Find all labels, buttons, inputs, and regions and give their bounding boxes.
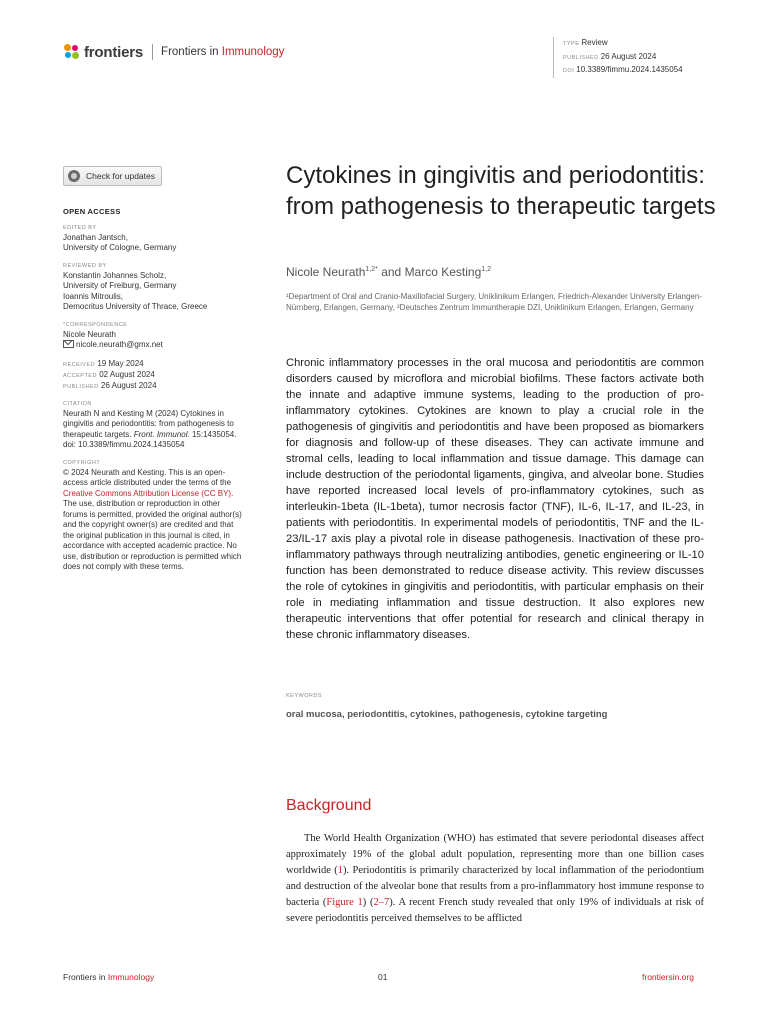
brand-divider bbox=[152, 44, 153, 60]
reference-link[interactable]: 2–7 bbox=[373, 897, 390, 908]
edited-by-section bbox=[63, 224, 243, 254]
reviewed-by-section bbox=[63, 262, 243, 313]
correspondence-section bbox=[63, 321, 243, 351]
author-list: Nicole Neurath$^{1,2*}$ and Marco Kesting$^{1,2}$ bbox=[286, 265, 491, 279]
author-name[interactable]: Marco Kesting bbox=[404, 265, 482, 279]
reviewed-by-label: REVIEWED BY bbox=[63, 262, 107, 269]
open-access-label: OPEN ACCESS bbox=[63, 207, 121, 216]
citation-label: CITATION bbox=[63, 400, 92, 407]
page-number: 01 bbox=[378, 972, 388, 982]
reference-link[interactable]: 1 bbox=[337, 865, 344, 876]
correspondent-email[interactable]: nicole.neurath@gmx.net bbox=[63, 340, 243, 351]
editor-affiliation: University of Cologne, Germany bbox=[63, 243, 177, 252]
edited-by-label: EDITED BY bbox=[63, 224, 97, 231]
brand-name: frontiers bbox=[84, 43, 144, 61]
footer-journal: Frontiers in Immunology bbox=[63, 972, 155, 982]
check-updates-icon bbox=[68, 170, 80, 182]
section-heading: Background bbox=[286, 797, 372, 814]
check-updates-label: Check for updates bbox=[86, 171, 155, 181]
article-info-sidebar bbox=[63, 207, 243, 581]
correspondence-label: *CORRESPONDENCE bbox=[63, 321, 128, 328]
correspondent-name: Nicole Neurath bbox=[63, 329, 116, 339]
meta-type: TYPE Review bbox=[563, 38, 608, 47]
dates-section bbox=[63, 359, 243, 392]
article-meta bbox=[553, 37, 683, 78]
figure-link[interactable]: Figure 1 bbox=[326, 897, 363, 908]
date-received: RECEIVED 19 May 2024 bbox=[63, 358, 144, 368]
reviewer-name: Ioannis Mitroulis, bbox=[63, 291, 124, 301]
keywords: oral mucosa, periodontitis, cytokines, pathogenesis, cytokine targeting bbox=[286, 709, 608, 720]
article-title: Cytokines in gingivitis and periodontitis: from pathogenesis to therapeutic targets bbox=[286, 162, 716, 220]
editor-name: Jonathan Jantsch, bbox=[63, 232, 128, 242]
abstract: Chronic inflammatory processes in the oral mucosa and periodontitis are common disorders caused by microflora and microbial biofilms. These factors activate both the innate and adaptive immune systems, leading to the production of pro-inflammatory cytokines. Cytokines are known to play a crucial role in the pathogenesis of gingivitis and periodontitis and have been proposed as biomarkers for diagnosis and follow-up of these diseases. They can activate immune and stromal cells, leading to local inflammation and tissue damage. This damage can include destruction of the periodontal ligaments, gingiva, and alveolar bone. Studies have reported increased local levels of pro-inflammatory cytokines, such as interleukin-1beta (IL-1beta), tumor necrosis factor (TNF), IL-6, IL-17, and IL-23, in patients with periodontitis. In experimental models of periodontitis, TNF and the IL-23/IL-17 axis play a pivotal role in disease pathogenesis. Inactivation of these pro-inflammatory pathways through neutralizing antibodies, genetic engineering or IL-10 function has been demonstrated to reduce disease activity. This review discusses the role of cytokines in gingivitis and periodontitis, with particular emphasis on their role in mediating inflammation and tissue destruction. It also explores new therapeutic interventions that offer potential for research and clinical therapy in these chronic inflammatory diseases. bbox=[286, 357, 704, 641]
license-link[interactable]: Creative Commons Attribution License (CC BY). bbox=[63, 488, 234, 498]
reviewer-affiliation: University of Freiburg, Germany bbox=[63, 281, 177, 290]
envelope-icon bbox=[63, 340, 74, 348]
journal-prefix: Frontiers in bbox=[161, 46, 219, 58]
affiliations: ¹Department of Oral and Cranio-Maxillofacial Surgery, Uniklinikum Erlangen, Friedrich-Alexander University Erlangen-Nürnberg, Erlangen, Germany, ²Deutsches Zentrum Immuntherapie DZI, Uniklinikum Erlangen, Erlangen, Germany bbox=[286, 292, 703, 312]
meta-doi[interactable]: DOI 10.3389/fimmu.2024.1435054 bbox=[563, 65, 683, 74]
footer-site-link[interactable]: frontiersin.org bbox=[642, 972, 694, 982]
copyright-text: © 2024 Neurath and Kesting. This is an open-access article distributed under the terms of the Creative Commons Attribution License (CC BY). The use, distribution or reproduction in other forums is permitted, provided the original author(s) and the copyright owner(s) are credited and that the original publication in this journal is cited, in accordance with accepted academic practice. No use, distribution or reproduction is permitted which does not comply with these terms. bbox=[63, 467, 242, 571]
keywords-label: KEYWORDS bbox=[286, 693, 323, 699]
journal-name bbox=[161, 46, 284, 58]
frontiers-logo[interactable] bbox=[64, 42, 284, 62]
check-for-updates-button[interactable] bbox=[63, 166, 162, 186]
citation-section bbox=[63, 400, 243, 451]
copyright-label: COPYRIGHT bbox=[63, 459, 101, 466]
citation-text: Neurath N and Kesting M (2024) Cytokines in gingivitis and periodontitis: from pathogenesis to therapeutic targets. Front. Immunol. 15:1435054. doi: 10.3389/fimmu.2024.1435054 bbox=[63, 408, 237, 449]
date-published: PUBLISHED 26 August 2024 bbox=[63, 380, 157, 390]
reviewer-affiliation: Democritus University of Thrace, Greece bbox=[63, 302, 208, 311]
meta-published: PUBLISHED 26 August 2024 bbox=[563, 51, 657, 61]
journal-title: Immunology bbox=[221, 46, 285, 58]
author-name[interactable]: Nicole Neurath bbox=[286, 265, 366, 279]
date-accepted: ACCEPTED 02 August 2024 bbox=[63, 369, 155, 379]
reviewer-name: Konstantin Johannes Scholz, bbox=[63, 270, 167, 280]
copyright-section bbox=[63, 459, 243, 573]
frontiers-logo-icon bbox=[64, 44, 80, 60]
body-paragraph: The World Health Organization (WHO) has estimated that severe periodontal diseases affect approximately 19% of the global adult population, representing more than one billion cases worldwide (1). Periodontitis is primarily characterized by local inflammation of the periodontium and destruction of the alveolar bone that results from a pro-inflammatory host immune response to bacteria (Figure 1) (2–7). A recent French study revealed that only 19% of individuals at risk of severe periodontitis perceived themselves to be afflicted bbox=[286, 833, 704, 924]
